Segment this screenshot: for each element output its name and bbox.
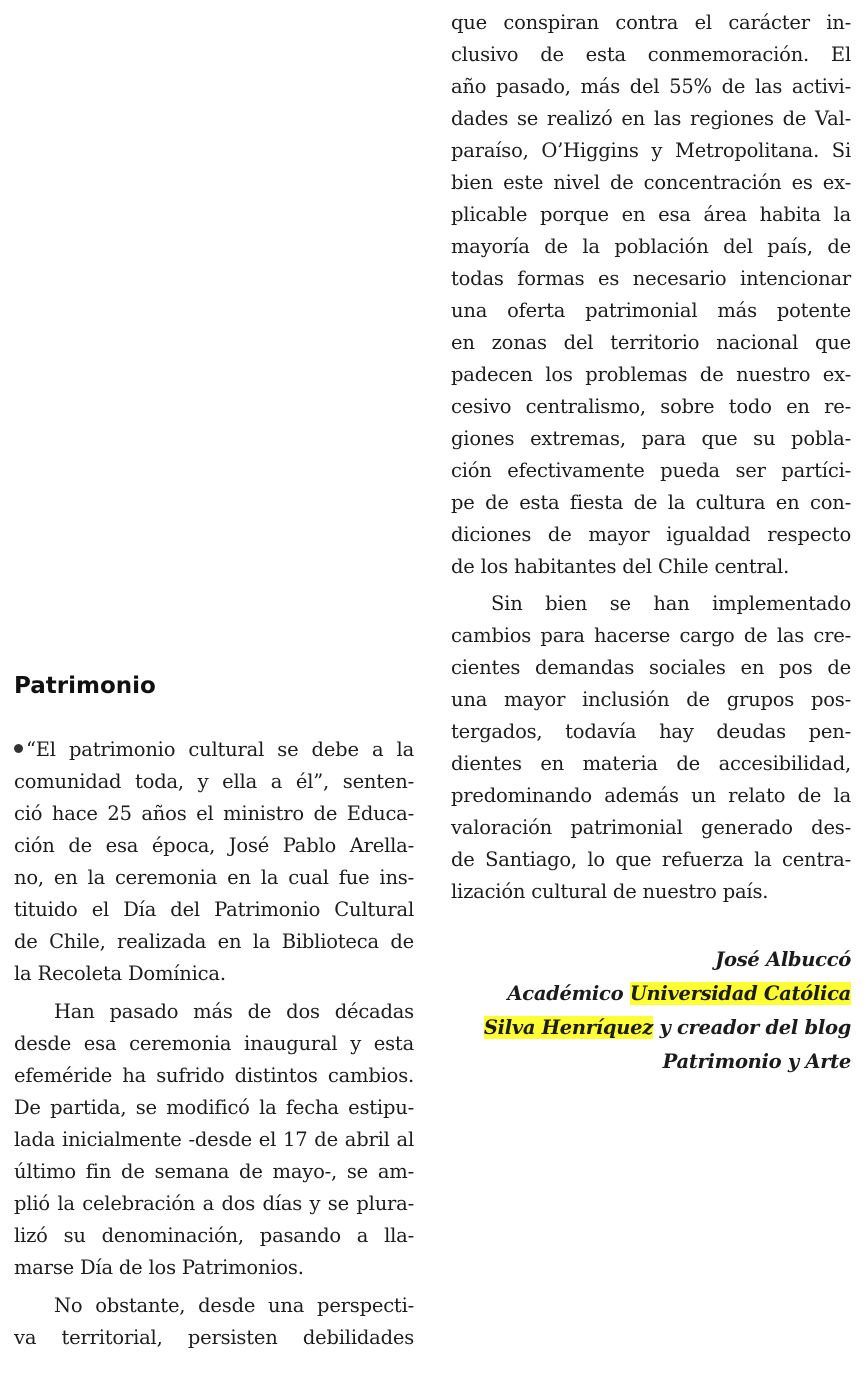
paragraph-line: ción efectivamente pueda ser partíci- [451, 459, 851, 482]
paragraph-line: “El patrimonio cultural se debe a la [14, 733, 414, 766]
paragraph-line: Han pasado más de dos décadas [54, 1000, 414, 1023]
section-heading: Patrimonio [14, 673, 156, 699]
paragraph-line: plicable porque en esa área habita la [451, 203, 851, 226]
paragraph-line: Sin bien se han implementado [491, 592, 851, 615]
paragraph-line: una oferta patrimonial más potente [451, 299, 851, 322]
paragraph-line: predominando además un relato de la [451, 784, 851, 807]
paragraph-line: lizó su denominación, pasando a lla- [14, 1224, 414, 1247]
paragraph-line: cientes demandas sociales en pos de [451, 656, 851, 679]
paragraph-line: efeméride ha sufrido distintos cambios. [14, 1064, 414, 1087]
paragraph-line: diciones de mayor igualdad respecto [451, 523, 851, 546]
paragraph-line: plió la celebración a dos días y se plura- [14, 1192, 414, 1215]
paragraph-line: último fin de semana de mayo-, se am- [14, 1160, 414, 1183]
paragraph-line: dientes en materia de accesibilidad, [451, 752, 851, 775]
paragraph-line: clusivo de esta conmemoración. El [451, 43, 851, 66]
paragraph-line: lada inicialmente -desde el 17 de abril al [14, 1128, 414, 1151]
author-name: José Albuccó [715, 948, 851, 971]
paragraph-line: va territorial, persisten debilidades [14, 1326, 414, 1349]
paragraph-line: giones extremas, para que su pobla- [451, 427, 851, 450]
paragraph-line: lización cultural de nuestro país. [451, 880, 769, 903]
paragraph-line: marse Día de los Patrimonios. [14, 1256, 304, 1279]
blog-name: Patrimonio y Arte [662, 1050, 851, 1073]
paragraph-line: bien este nivel de concentración es ex- [451, 171, 851, 194]
paragraph-line: que conspiran contra el carácter in- [451, 11, 851, 34]
paragraph-line: la Recoleta Domínica. [14, 962, 226, 985]
paragraph-line: mayoría de la población del país, de [451, 235, 851, 258]
highlighted-text: Universidad Católica [629, 982, 851, 1005]
author-affiliation: Académico Universidad Católica [507, 982, 851, 1005]
paragraph-line: tergados, todavía hay deudas pen- [451, 720, 851, 743]
paragraph-line: de Santiago, lo que refuerza la centra- [451, 848, 851, 871]
paragraph-line: ció hace 25 años el ministro de Educa- [14, 802, 414, 825]
paragraph-line: padecen los problemas de nuestro ex- [451, 363, 851, 386]
paragraph-line: cesivo centralismo, sobre todo en re- [451, 395, 851, 418]
paragraph-line: año pasado, más del 55% de las activi- [451, 75, 851, 98]
paragraph-line: valoración patrimonial generado des- [451, 816, 851, 839]
paragraph-line: cambios para hacerse cargo de las cre- [451, 624, 851, 647]
paragraph-line: todas formas es necesario intencionar [451, 267, 851, 290]
paragraph-line: paraíso, O’Higgins y Metropolitana. Si [451, 139, 851, 162]
paragraph-line: No obstante, desde una perspecti- [54, 1294, 414, 1317]
paragraph-line: no, en la ceremonia en la cual fue ins- [14, 866, 414, 889]
paragraph-line: dades se realizó en las regiones de Val- [451, 107, 851, 130]
paragraph-line: ción de esa época, José Pablo Arella- [14, 834, 414, 857]
paragraph-line: de Chile, realizada en la Biblioteca de [14, 930, 414, 953]
paragraph-line: tituido el Día del Patrimonio Cultural [14, 898, 414, 921]
paragraph-line: en zonas del territorio nacional que [451, 331, 851, 354]
paragraph-line: de los habitantes del Chile central. [451, 555, 790, 578]
paragraph-line: una mayor inclusión de grupos pos- [451, 688, 851, 711]
paragraph-line: comunidad toda, y ella a él”, senten- [14, 770, 414, 793]
author-affiliation-continued: Silva Henríquez y creador del blog [483, 1016, 851, 1039]
bullet-icon [14, 744, 23, 753]
paragraph-line: pe de esta fiesta de la cultura en con- [451, 491, 851, 514]
paragraph-line: De partida, se modificó la fecha estipu- [14, 1096, 414, 1119]
paragraph-line: desde esa ceremonia inaugural y esta [14, 1032, 414, 1055]
highlighted-text: Silva Henríquez [483, 1016, 653, 1039]
